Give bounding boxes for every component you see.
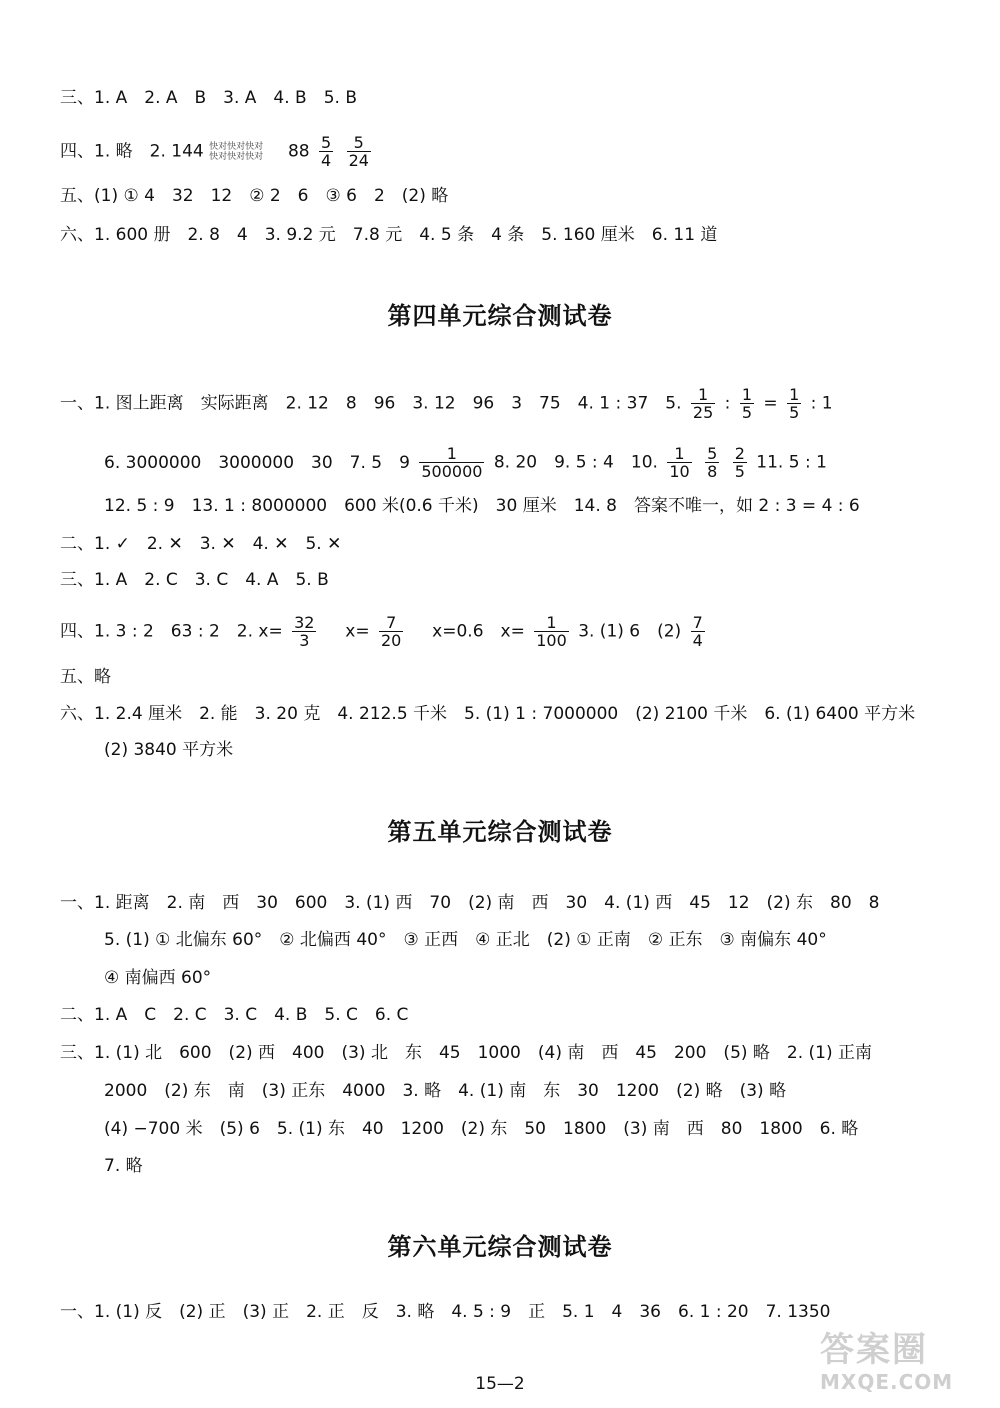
answer-line: 五、(1) ① 4 32 12 ② 2 6 ③ 6 2 (2) 略 bbox=[60, 186, 449, 206]
fraction: $\frac{1}{100}$ bbox=[536, 613, 567, 650]
fraction: $\frac{1}{5}$ bbox=[789, 385, 800, 422]
page-number: 15—2 bbox=[475, 1374, 525, 1394]
fraction: $\frac{1}{10}$ bbox=[669, 444, 690, 481]
section-title: 第六单元综合测试卷 bbox=[387, 1232, 613, 1261]
answer-line: ④ 南偏西 60° bbox=[104, 968, 212, 988]
answer-line: 四、1. 3 : 2 63 : 2 2. x= $\frac{32}{3}$ x= $\frac{7}{20}$ x=0.6 x= $\frac{1}{100}$ 3. (1) 6 (2) $\frac{7}{4}$ bbox=[60, 613, 703, 650]
watermark-logo: 答案圈 MXQE.COM bbox=[820, 1330, 954, 1394]
answer-line: 5. (1) ① 北偏东 60° ② 北偏西 40° ③ 正西 ④ 正北 (2) ① 正南 ② 正东 ③ 南偏东 40° bbox=[104, 930, 827, 950]
answer-line: (4) −700 米 (5) 6 5. (1) 东 40 1200 (2) 东 50 1800 (3) 南 西 80 1800 6. 略 bbox=[104, 1119, 859, 1139]
fraction: $\frac{1}{500000}$ bbox=[421, 444, 483, 481]
answer-line: 二、1. ✓ 2. ✕ 3. ✕ 4. ✕ 5. ✕ bbox=[60, 534, 342, 554]
answer-line: 六、1. 600 册 2. 8 4 3. 9.2 元 7.8 元 4. 5 条 4 条 5. 160 厘米 6. 11 道 bbox=[60, 225, 718, 245]
answer-line: 一、1. 图上距离 实际距离 2. 12 8 96 3. 12 96 3 75 4. 1 : 37 5. $\frac{1}{25}$ : $\frac{1}{5}$ = $\frac{1}{5}$ : 1 bbox=[60, 385, 833, 422]
answer-line: 一、1. 距离 2. 南 西 30 600 3. (1) 西 70 (2) 南 西 30 4. (1) 西 45 12 (2) 东 80 8 bbox=[60, 893, 880, 913]
fraction: $\frac{5}{4}$ bbox=[320, 133, 332, 170]
answer-line: 2000 (2) 东 南 (3) 正东 4000 3. 略 4. (1) 南 东 30 1200 (2) 略 (3) 略 bbox=[104, 1081, 787, 1101]
answer-line: (2) 3840 平方米 bbox=[104, 740, 234, 760]
answer-line: 一、1. (1) 反 (2) 正 (3) 正 2. 正 反 3. 略 4. 5 : 9 正 5. 1 4 36 6. 1 : 20 7. 1350 bbox=[60, 1302, 831, 1322]
fraction: $\frac{1}{5}$ bbox=[741, 385, 752, 422]
answer-line: 三、1. (1) 北 600 (2) 西 400 (3) 北 东 45 1000 (4) 南 西 45 200 (5) 略 2. (1) 正南 bbox=[60, 1043, 873, 1063]
answer-line: 7. 略 bbox=[104, 1156, 143, 1176]
fraction: $\frac{1}{25}$ bbox=[692, 385, 714, 422]
fraction: $\frac{7}{20}$ bbox=[381, 613, 402, 650]
section-title: 第四单元综合测试卷 bbox=[387, 301, 613, 330]
answer-text: 88 bbox=[287, 141, 310, 162]
fraction: $\frac{5}{8}$ bbox=[707, 444, 718, 481]
overprint-text: 快对快对快对 快对快对快对 bbox=[209, 141, 264, 162]
answer-line: 五、略 bbox=[60, 667, 111, 687]
answer-text: 四、1. 略 2. 144 bbox=[60, 141, 204, 162]
answer-line: 12. 5 : 9 13. 1 : 8000000 600 米(0.6 千米) 30 厘米 14. 8 答案不唯一，如 2 : 3 = 4 : 6 bbox=[104, 496, 860, 516]
section-title: 第五单元综合测试卷 bbox=[387, 817, 613, 846]
answer-line: 三、1. A 2. C 3. C 4. A 5. B bbox=[60, 570, 329, 590]
fraction: $\frac{2}{5}$ bbox=[734, 444, 745, 481]
answer-line: 6. 3000000 3000000 30 7. 5 9 $\frac{1}{500000}$ 8. 20 9. 5 : 4 10. $\frac{1}{10}$ $\frac{5}{8}$ $\frac{2}{5}$ 11. 5 : 1 bbox=[104, 444, 827, 481]
fraction: $\frac{32}{3}$ bbox=[294, 613, 315, 650]
answer-line: 三、1. A 2. A B 3. A 4. B 5. B bbox=[60, 88, 357, 108]
answer-line: 六、1. 2.4 厘米 2. 能 3. 20 克 4. 212.5 千米 5. (1) 1 : 7000000 (2) 2100 千米 6. (1) 6400 平方米 bbox=[60, 704, 916, 724]
answer-line: 二、1. A C 2. C 3. C 4. B 5. C 6. C bbox=[60, 1005, 409, 1025]
answer-line bbox=[60, 134, 940, 169]
fraction: $\frac{5}{24}$ bbox=[348, 133, 369, 170]
fraction: $\frac{7}{4}$ bbox=[692, 613, 703, 650]
